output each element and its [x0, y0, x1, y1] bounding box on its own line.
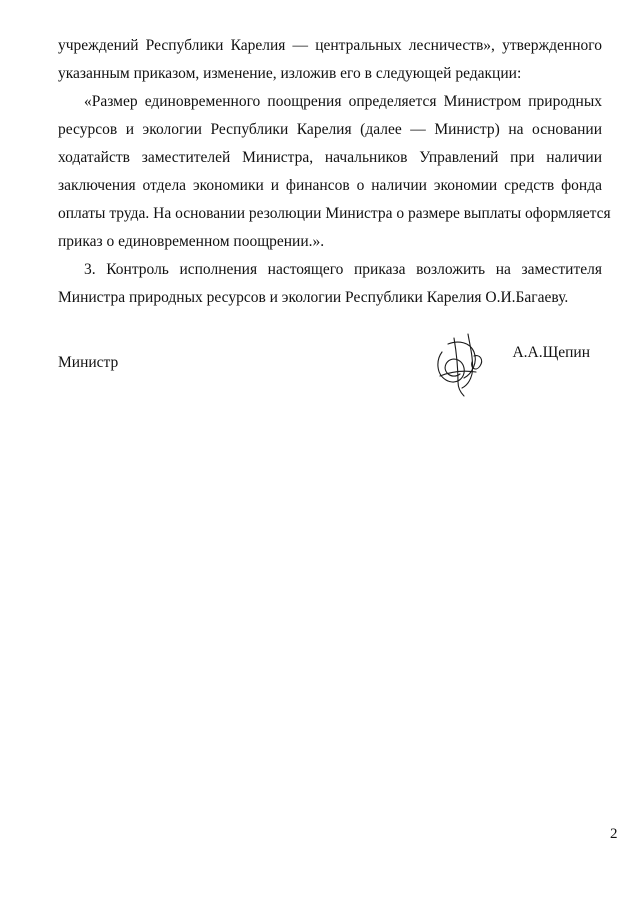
document-body	[58, 32, 611, 312]
signer-title: Министр	[58, 354, 119, 371]
body-line: 3. Контроль исполнения настоящего приказа возложить на заместителя	[84, 261, 602, 278]
body-line: заключения отдела экономики и финансов о наличии экономии средств фонда	[58, 177, 602, 194]
body-line: Министра природных ресурсов и экологии Республики Карелия О.И.Багаеву.	[58, 289, 569, 306]
signer-name: А.А.Щепин	[512, 344, 590, 361]
signature-block	[58, 330, 602, 410]
handwritten-signature-icon	[428, 330, 498, 400]
body-line: ресурсов и экологии Республики Карелия (далее — Министр) на основании	[58, 121, 602, 138]
body-line: «Размер единовременного поощрения определяется Министром природных	[84, 93, 602, 110]
page-number: 2	[610, 826, 618, 842]
body-line: указанным приказом, изменение, изложив его в следующей редакции:	[58, 65, 522, 82]
body-line: приказ о единовременном поощрении.».	[58, 233, 325, 250]
body-line: учреждений Республики Карелия — центральных лесничеств», утвержденного	[58, 37, 602, 54]
body-line: оплаты труда. На основании резолюции Министра о размере выплаты оформляется	[58, 205, 611, 222]
body-line: ходатайств заместителей Министра, начальников Управлений при наличии	[58, 149, 602, 166]
